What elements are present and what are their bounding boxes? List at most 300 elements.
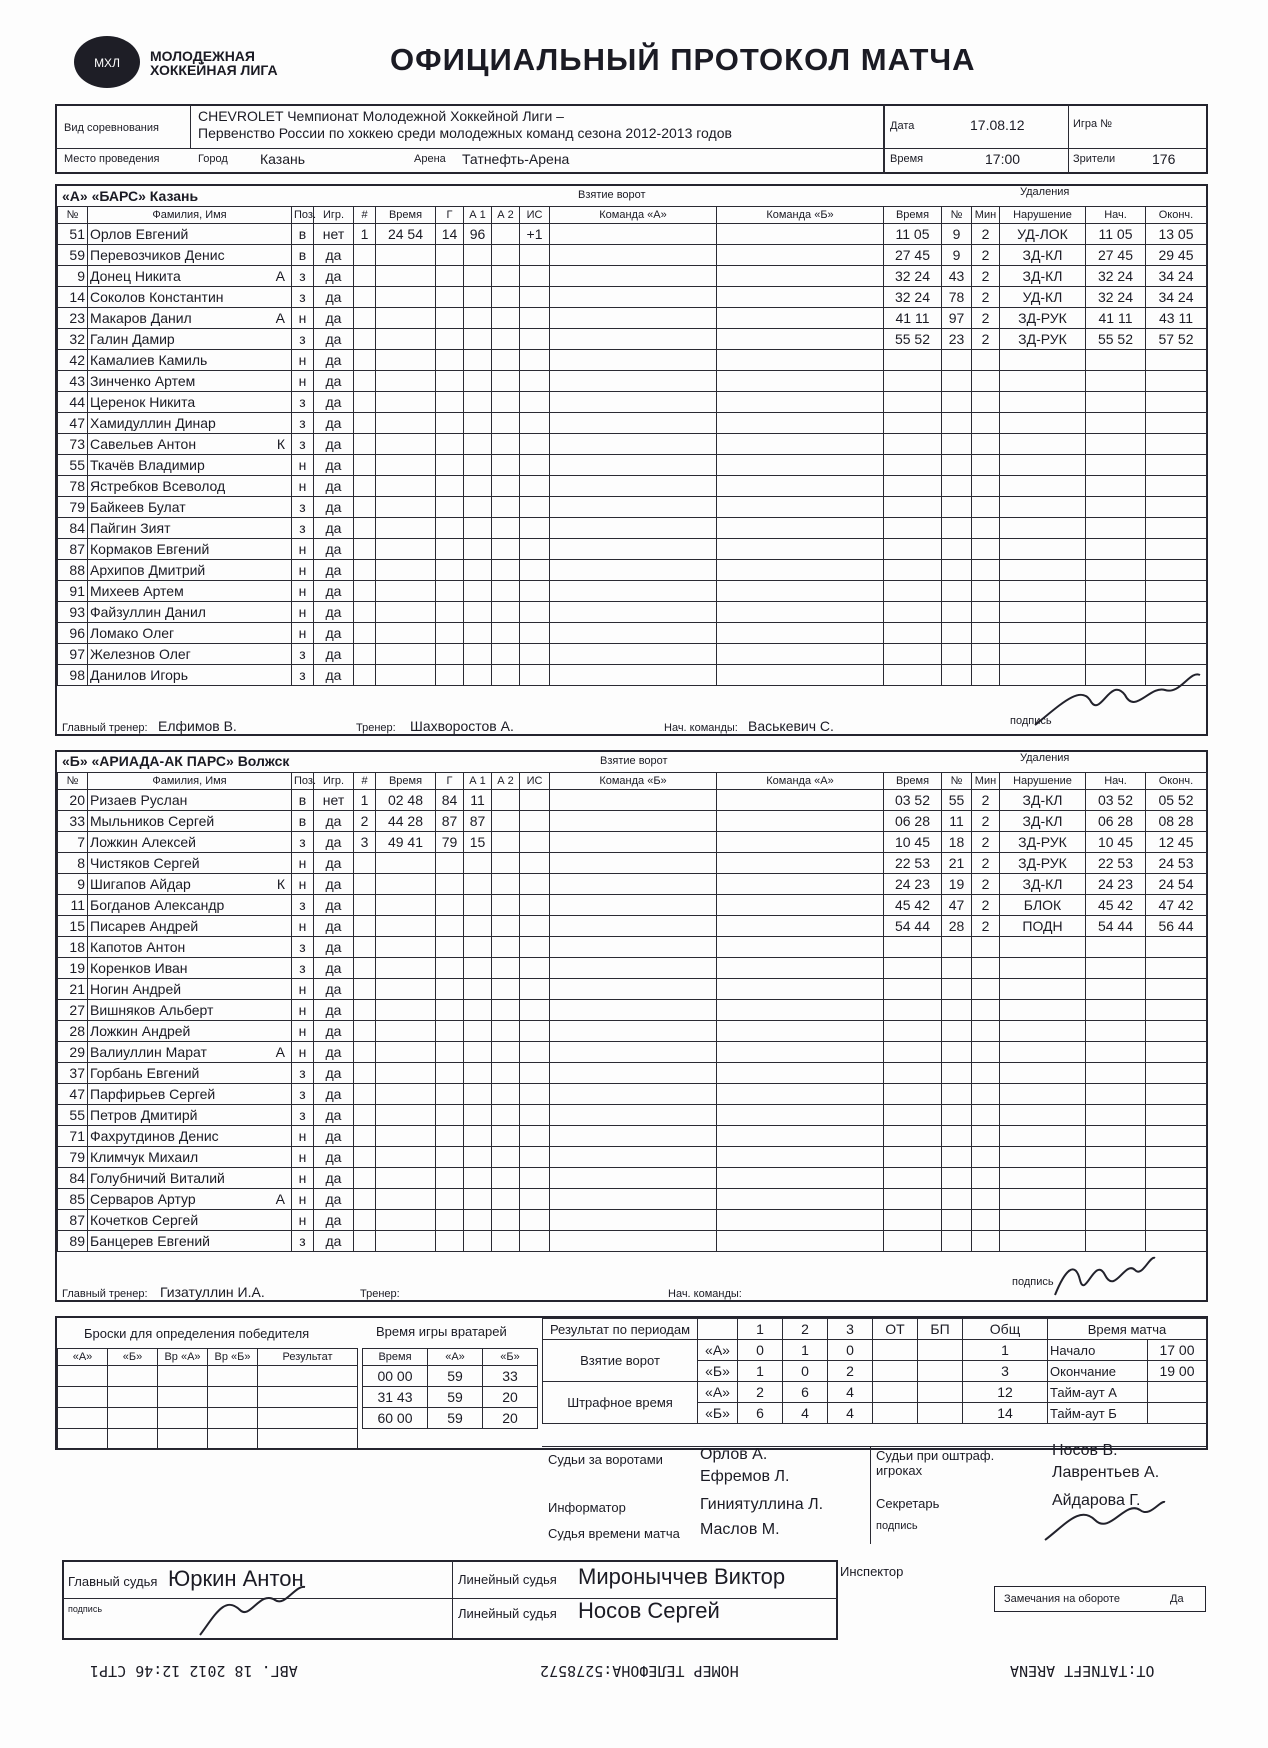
penalty-minutes <box>972 476 1000 497</box>
goals-a-total: 1 <box>963 1340 1048 1361</box>
time-label: Время <box>890 153 924 165</box>
goal-row <box>354 287 884 308</box>
player-name-cell <box>88 895 292 916</box>
pim-b-total: 14 <box>963 1403 1048 1424</box>
goal-time <box>376 1042 436 1063</box>
goal-row <box>354 455 884 476</box>
penalty-row <box>884 623 1207 644</box>
team-b-title: «Б» «АРИАДА-АК ПАРС» Волжск <box>62 753 290 769</box>
player-row <box>58 329 354 350</box>
player-position: н <box>292 1168 314 1189</box>
goal-situation <box>520 979 550 1000</box>
goal-row <box>354 665 884 686</box>
period-bp-header: БП <box>918 1319 963 1340</box>
penalty-player: 47 <box>942 895 972 916</box>
col-name: Фамилия, Имя <box>88 773 292 790</box>
goal-team-first <box>550 958 717 979</box>
penalty-violation <box>1000 958 1086 979</box>
player-name: Хамидуллин Динар <box>90 415 216 431</box>
goal-scorer <box>436 413 464 434</box>
penalty-time <box>884 581 942 602</box>
player-position: в <box>292 224 314 245</box>
goal-number <box>354 455 376 476</box>
goal-assist2 <box>492 455 520 476</box>
penalty-time: 27 45 <box>884 245 942 266</box>
player-number: 7 <box>58 832 88 853</box>
game-label: Игра № <box>1073 118 1113 130</box>
penalty-time <box>884 539 942 560</box>
player-name-cell <box>88 245 292 266</box>
page-title: ОФИЦИАЛЬНЫЙ ПРОТОКОЛ МАТЧА <box>390 42 976 77</box>
col-team-second: Команда «Б» <box>717 207 884 224</box>
penalty-minutes <box>972 1210 1000 1231</box>
goal-assist1 <box>464 1210 492 1231</box>
player-position: н <box>292 476 314 497</box>
player-name: Петров Дмитирй <box>90 1107 198 1123</box>
player-name-cell <box>88 434 292 455</box>
penalty-violation: ЗД-КЛ <box>1000 245 1086 266</box>
goal-team-second <box>717 518 884 539</box>
col-situation: ИС <box>520 773 550 790</box>
goal-situation <box>520 1126 550 1147</box>
goal-situation <box>520 874 550 895</box>
referee-signature <box>190 1575 310 1645</box>
goal-assist2 <box>492 539 520 560</box>
period-ot-header: ОТ <box>873 1319 918 1340</box>
goal-row <box>354 1021 884 1042</box>
penalty-minutes: 2 <box>972 224 1000 245</box>
goal-team-first <box>550 392 717 413</box>
player-played: да <box>314 518 354 539</box>
goal-assist2 <box>492 581 520 602</box>
penalty-violation: ЗД-КЛ <box>1000 790 1086 811</box>
penalty-time <box>884 1168 942 1189</box>
goal-number <box>354 497 376 518</box>
goal-number <box>354 392 376 413</box>
penalty-row <box>884 1231 1207 1252</box>
pim-a-total: 12 <box>963 1382 1048 1403</box>
player-played: да <box>314 916 354 937</box>
team-a-chief-label: Нач. команды: <box>664 722 738 734</box>
goal-scorer <box>436 1063 464 1084</box>
goal-team-second <box>717 1021 884 1042</box>
penalty-player <box>942 958 972 979</box>
goal-team-first <box>550 895 717 916</box>
penalty-player: 28 <box>942 916 972 937</box>
goal-number <box>354 665 376 686</box>
player-played: да <box>314 560 354 581</box>
penbox-judge-2: Лаврентьев А. <box>1052 1464 1160 1481</box>
player-role: А <box>275 1044 285 1060</box>
penalty-row <box>884 1210 1207 1231</box>
player-played: да <box>314 1105 354 1126</box>
goal-row <box>354 476 884 497</box>
goal-team-first <box>550 644 717 665</box>
goal-row <box>354 874 884 895</box>
player-name-cell <box>88 916 292 937</box>
player-name-cell <box>88 1168 292 1189</box>
penalty-time: 10 45 <box>884 832 942 853</box>
goal-situation <box>520 1042 550 1063</box>
goal-situation <box>520 560 550 581</box>
goal-assist2 <box>492 434 520 455</box>
player-name-cell <box>88 979 292 1000</box>
penalty-time <box>884 518 942 539</box>
goalie-a: 59 <box>428 1366 483 1387</box>
player-role: А <box>275 310 285 326</box>
goal-assist2 <box>492 245 520 266</box>
player-number: 23 <box>58 308 88 329</box>
team-a-coach: Шахворостов А. <box>410 718 514 734</box>
goal-scorer <box>436 1231 464 1252</box>
penalty-violation <box>1000 434 1086 455</box>
penalty-time: 41 11 <box>884 308 942 329</box>
penalty-time <box>884 1000 942 1021</box>
goal-team-second <box>717 329 884 350</box>
penalty-row <box>884 853 1207 874</box>
penalty-time: 03 52 <box>884 790 942 811</box>
goal-situation <box>520 853 550 874</box>
goal-situation <box>520 1147 550 1168</box>
goal-assist2 <box>492 1063 520 1084</box>
goal-scorer <box>436 455 464 476</box>
goal-row <box>354 1105 884 1126</box>
penalty-violation <box>1000 1231 1086 1252</box>
penalty-end: 24 53 <box>1146 853 1207 874</box>
goal-assist2 <box>492 350 520 371</box>
goal-situation <box>520 1021 550 1042</box>
player-name: Ломако Олег <box>90 625 175 641</box>
goal-team-first <box>550 1126 717 1147</box>
penalty-row <box>884 308 1207 329</box>
penalty-start <box>1086 413 1146 434</box>
goal-situation <box>520 958 550 979</box>
league-logo <box>72 34 142 90</box>
col-team-second: Команда «А» <box>717 773 884 790</box>
goal-assist2 <box>492 497 520 518</box>
penalty-player: 78 <box>942 287 972 308</box>
goal-assist1 <box>464 245 492 266</box>
penalty-start: 06 28 <box>1086 811 1146 832</box>
player-name-cell <box>88 224 292 245</box>
player-number: 78 <box>58 476 88 497</box>
player-played: да <box>314 1063 354 1084</box>
goal-scorer: 14 <box>436 224 464 245</box>
goal-team-first <box>550 497 717 518</box>
goal-assist1 <box>464 665 492 686</box>
goal-row <box>354 1000 884 1021</box>
goal-scorer <box>436 476 464 497</box>
penalty-player: 21 <box>942 853 972 874</box>
goal-row <box>354 350 884 371</box>
penalty-end <box>1146 371 1207 392</box>
shootout-col-b: «Б» <box>108 1349 158 1366</box>
goal-situation: +1 <box>520 224 550 245</box>
penalty-violation <box>1000 539 1086 560</box>
player-name-cell <box>88 853 292 874</box>
player-position: з <box>292 1063 314 1084</box>
city-label: Город <box>198 153 228 165</box>
goal-row <box>354 790 884 811</box>
team-b-signature-label: подпись <box>1012 1276 1054 1288</box>
linesman-1-label: Линейный судья <box>458 1572 557 1587</box>
goal-situation <box>520 916 550 937</box>
goal-row <box>354 1042 884 1063</box>
penalty-end: 13 05 <box>1146 224 1207 245</box>
penalty-player <box>942 350 972 371</box>
penalty-time <box>884 476 942 497</box>
player-name: Голубничий Виталий <box>90 1170 225 1186</box>
goal-team-second <box>717 1189 884 1210</box>
penalty-end <box>1146 1105 1207 1126</box>
player-number: 59 <box>58 245 88 266</box>
col-pen-violation: Нарушение <box>1000 207 1086 224</box>
goal-scorer <box>436 1189 464 1210</box>
goal-scorer <box>436 874 464 895</box>
penalty-start <box>1086 497 1146 518</box>
player-row <box>58 916 354 937</box>
goal-situation <box>520 665 550 686</box>
goal-situation <box>520 602 550 623</box>
player-name: Банцерев Евгений <box>90 1233 210 1249</box>
linesman-2: Носов Сергей <box>578 1598 720 1623</box>
goal-assist1 <box>464 455 492 476</box>
goal-row <box>354 266 884 287</box>
goal-situation <box>520 308 550 329</box>
goal-row <box>354 979 884 1000</box>
team-b-head-coach: Гизатуллин И.А. <box>160 1284 265 1300</box>
player-row <box>58 937 354 958</box>
goal-row <box>354 497 884 518</box>
penalty-violation <box>1000 1189 1086 1210</box>
penalty-end <box>1146 602 1207 623</box>
player-name: Церенок Никита <box>90 394 196 410</box>
goal-team-first <box>550 371 717 392</box>
goal-number <box>354 916 376 937</box>
goal-assist1 <box>464 1126 492 1147</box>
goal-number <box>354 623 376 644</box>
goal-team-first <box>550 1147 717 1168</box>
team-b-roster <box>57 772 354 1252</box>
player-number: 14 <box>58 287 88 308</box>
goal-scorer <box>436 539 464 560</box>
notes-label: Замечания на обороте <box>1004 1593 1120 1605</box>
penalty-end <box>1146 392 1207 413</box>
penalty-player <box>942 665 972 686</box>
player-name: Файзуллин Данил <box>90 604 206 620</box>
goal-row <box>354 853 884 874</box>
goal-assist2 <box>492 1084 520 1105</box>
player-played: да <box>314 1147 354 1168</box>
player-row <box>58 245 354 266</box>
player-position: з <box>292 665 314 686</box>
goal-number <box>354 644 376 665</box>
player-number: 96 <box>58 623 88 644</box>
goal-time <box>376 895 436 916</box>
penalty-start <box>1086 937 1146 958</box>
goal-assist1 <box>464 623 492 644</box>
goal-team-second <box>717 392 884 413</box>
goalie-table <box>362 1348 538 1429</box>
goal-team-second <box>717 1231 884 1252</box>
goal-team-first <box>550 287 717 308</box>
penalty-player <box>942 413 972 434</box>
player-row <box>58 979 354 1000</box>
goal-situation <box>520 392 550 413</box>
goals-a-p1: 0 <box>738 1340 783 1361</box>
player-number: 84 <box>58 518 88 539</box>
goal-team-first <box>550 790 717 811</box>
goal-assist1 <box>464 1021 492 1042</box>
goal-assist1 <box>464 539 492 560</box>
penalty-violation <box>1000 560 1086 581</box>
col-no: № <box>58 773 88 790</box>
penalty-violation <box>1000 979 1086 1000</box>
goal-team-second <box>717 497 884 518</box>
goal-team-second <box>717 1084 884 1105</box>
goal-team-second <box>717 1210 884 1231</box>
goal-row <box>354 958 884 979</box>
col-pen-end: Оконч. <box>1146 207 1207 224</box>
shootout-col-vra: Вр «А» <box>158 1349 208 1366</box>
player-position: н <box>292 979 314 1000</box>
goals-b-p1: 1 <box>738 1361 783 1382</box>
goal-time <box>376 350 436 371</box>
goal-time <box>376 1210 436 1231</box>
period-2-header: 2 <box>783 1319 828 1340</box>
goal-team-first <box>550 1210 717 1231</box>
penalty-start: 11 05 <box>1086 224 1146 245</box>
penalty-minutes <box>972 1147 1000 1168</box>
goal-team-first <box>550 560 717 581</box>
penalty-end: 43 11 <box>1146 308 1207 329</box>
penalty-time <box>884 1147 942 1168</box>
goal-row <box>354 602 884 623</box>
player-number: 79 <box>58 1147 88 1168</box>
penalty-minutes <box>972 1105 1000 1126</box>
penalty-end <box>1146 1063 1207 1084</box>
penalty-row <box>884 497 1207 518</box>
penalty-violation: ЗД-КЛ <box>1000 811 1086 832</box>
penalty-time <box>884 958 942 979</box>
goal-team-second <box>717 350 884 371</box>
goal-time <box>376 287 436 308</box>
player-played: да <box>314 497 354 518</box>
goal-team-first <box>550 811 717 832</box>
goal-assist1 <box>464 895 492 916</box>
place-label: Место проведения <box>64 153 160 165</box>
player-name-cell <box>88 266 292 287</box>
player-position: з <box>292 266 314 287</box>
penalty-player <box>942 1021 972 1042</box>
player-name-cell <box>88 560 292 581</box>
goal-team-second <box>717 853 884 874</box>
player-played: да <box>314 832 354 853</box>
player-name: Перевозчиков Денис <box>90 247 225 263</box>
player-number: 9 <box>58 266 88 287</box>
goal-assist2 <box>492 958 520 979</box>
player-row <box>58 1189 354 1210</box>
penalty-end: 29 45 <box>1146 245 1207 266</box>
player-name-cell <box>88 455 292 476</box>
informer: Гиниятуллина Л. <box>700 1496 824 1513</box>
player-number: 32 <box>58 329 88 350</box>
col-goal-time: Время <box>376 773 436 790</box>
pim-by-period-label: Штрафное время <box>543 1382 698 1424</box>
player-position: н <box>292 581 314 602</box>
periods-table <box>542 1318 1048 1424</box>
goal-number <box>354 245 376 266</box>
player-position: н <box>292 1210 314 1231</box>
goal-assist1 <box>464 979 492 1000</box>
notes-value: Да <box>1170 1593 1184 1605</box>
team-b-goals-table <box>353 772 884 1252</box>
goal-team-second <box>717 916 884 937</box>
goal-assist2 <box>492 665 520 686</box>
goal-situation <box>520 518 550 539</box>
penalty-player <box>942 497 972 518</box>
goal-assist2 <box>492 329 520 350</box>
penalty-player <box>942 518 972 539</box>
player-number: 87 <box>58 539 88 560</box>
goal-time: 49 41 <box>376 832 436 853</box>
penalty-start <box>1086 1126 1146 1147</box>
player-row <box>58 1000 354 1021</box>
goal-situation <box>520 539 550 560</box>
penalty-minutes <box>972 539 1000 560</box>
goal-situation <box>520 1084 550 1105</box>
goal-team-first <box>550 1000 717 1021</box>
penalty-player: 9 <box>942 224 972 245</box>
col-goal-scorer: Г <box>436 207 464 224</box>
penalty-row <box>884 413 1207 434</box>
linesman-2-label: Линейный судья <box>458 1606 557 1621</box>
player-name-cell <box>88 874 292 895</box>
player-name: Мыльников Сергей <box>90 813 215 829</box>
header-row <box>58 773 354 790</box>
goalie-time: 31 43 <box>363 1387 428 1408</box>
player-name: Коренков Иван <box>90 960 188 976</box>
goal-team-second <box>717 623 884 644</box>
penalty-start: 10 45 <box>1086 832 1146 853</box>
penalty-row <box>884 266 1207 287</box>
goal-team-first <box>550 979 717 1000</box>
penalty-row <box>884 895 1207 916</box>
goal-team-first <box>550 1084 717 1105</box>
player-row <box>58 434 354 455</box>
goalie-b: 20 <box>483 1387 538 1408</box>
goal-team-second <box>717 665 884 686</box>
goalie-b: 33 <box>483 1366 538 1387</box>
penalty-row <box>884 644 1207 665</box>
player-position: з <box>292 287 314 308</box>
goalie-time: 00 00 <box>363 1366 428 1387</box>
goal-assist1 <box>464 1042 492 1063</box>
goal-number <box>354 1231 376 1252</box>
goal-assist2 <box>492 1042 520 1063</box>
penalty-row <box>884 392 1207 413</box>
player-name-cell <box>88 1063 292 1084</box>
goal-situation <box>520 1189 550 1210</box>
penalty-time <box>884 1126 942 1147</box>
goal-number <box>354 308 376 329</box>
penalty-end <box>1146 1021 1207 1042</box>
goal-number <box>354 1168 376 1189</box>
player-number: 88 <box>58 560 88 581</box>
penalty-start <box>1086 581 1146 602</box>
goal-team-second <box>717 1105 884 1126</box>
penalty-violation <box>1000 371 1086 392</box>
